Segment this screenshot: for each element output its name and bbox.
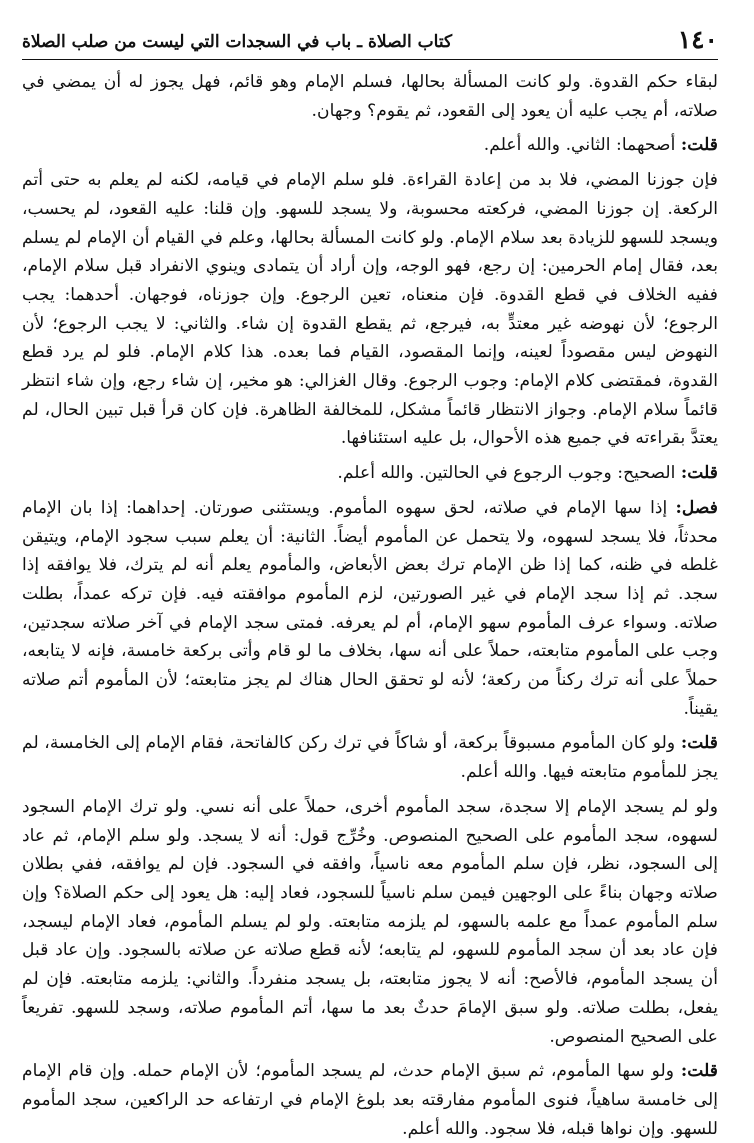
paragraph-3 <box>22 166 718 453</box>
paragraph-5 <box>22 494 718 724</box>
paragraph-text: أصحهما: الثاني. والله أعلم. <box>483 135 676 156</box>
paragraph-1 <box>22 68 718 125</box>
paragraph-2 <box>22 131 718 160</box>
paragraph-text: إذا سها الإمام في صلاته، لحق سهوه المأموم. ويستثنى صورتان. إحداهما: إذا بان الإمام محدثاً، فلا يسجد لسهوه، ولا يتحمل عن المأموم أيضاً. الثانية: أن يعلم سبب سجود الإمام، ويتيقن غلطه في ظنه، كما إذا ظن الإمام ترك بعض الأبعاض، والمأموم يعلم أنه لم يترك، فلا يوافقه إذا سجد. ثم إذا سجد الإمام في غير الصورتين، لزم المأموم موافقته فيه. فإن تركه عمداً، بطلت صلاته. وسواء عرف المأموم سهو الإمام، أم لم يعرفه. فمتى سجد الإمام في آخر صلاته سجدتين، وجب على المأموم متابعته، حملاً على أنه سها، بخلاف ما لو قام وأتى بركعة خامسة، فإنه لا يتابعه، حملاً على أنه ترك ركناً من ركعة؛ لأنه لو تحقق الحال هناك لم يجز متابعته؛ لأن المأموم أتم صلاته يقيناً. <box>22 497 719 719</box>
paragraph-8 <box>22 1057 718 1143</box>
paragraph-text: ولو لم يسجد الإمام إلا سجدة، سجد المأموم أخرى، حملاً على أنه نسي. ولو ترك الإمام السجود لسهوه، سجد المأموم على الصحيح المنصوص. وخُرِّج قول: أنه لا يسجد. ولو سلم الإمام، ثم عاد إلى السجود، نظر، فإن سلم المأموم معه ناسياً، وافقه في السجود. فإن لم يوافقه، ففي بطلان صلاته وجهان بناءً على الوجهين فيمن سلم ناسياً للسجود، فعاد إليه: هل يعود إلى حكم الصلاة؟ وإن سلم المأموم عمداً مع علمه بالسهو، لم يلزمه متابعته. ولو لم يسلم المأموم، فعاد الإمام ليسجد، فإن عاد بعد أن سجد المأموم للسهو، لم يتابعه؛ لأنه قطع صلاته عن صلاته بالسجود. وإن عاد قبل أن يسجد المأموم، فالأصح: أنه لا يجوز متابعته، بل يسجد منفرداً. والثاني: يلزمه متابعته. فإن لم يفعل، بطلت صلاته. ولو سبق الإمامَ حدثٌ بعد ما سها، أتم المأموم صلاته، وسجد للسهو. تفريعاً على الصحيح المنصوص. <box>22 796 718 1047</box>
paragraph-text: الصحيح: وجوب الرجوع في الحالتين. والله أعلم. <box>337 463 676 484</box>
paragraph-7 <box>22 793 718 1051</box>
paragraph-4 <box>22 459 718 488</box>
paragraph-text: ولو سها المأموم، ثم سبق الإمام حدث، لم يسجد المأموم؛ لأن الإمام حمله. وإن قام الإمام إلى خامسة ساهياً، فنوى المأموم مفارقته بعد بلوغ الإمام في ارتفاعه حد الراكعين، سجد المأموم للسهو. وإن نواها قبله، فلا سجود. والله أعلم. <box>22 1061 718 1139</box>
paragraph-text: فإن جوزنا المضي، فلا بد من إعادة القراءة. فلو سلم الإمام في قيامه، لكنه لم يعلم به حتى أتم الركعة. إن جوزنا المضي، فركعته محسوبة، ولا يسجد للسهو. وإن قلنا: عليه القعود، لم يحسب، ويسجد للسهو للزيادة بعد سلام الإمام. ولو كانت المسألة بحالها، وعلم في القيام أن الإمام لم يسلم بعد، فقال إمام الحرمين: إن رجع، فهو الوجه، وإن أراد أن يتمادى وينوي الانفراد قبل سلام الإمام، ففيه الخلاف في قطع القدوة. فإن منعناه، تعين الرجوع. وإن جوزناه، فوجهان. أحدهما: يجب الرجوع؛ لأن نهوضه غير معتدٍّ به، فيرجع، ثم يقطع القدوة إن شاء. والثاني: لا يجب الرجوع؛ لأن النهوض ليس مقصوداً لعينه، وإنما المقصود، القيام فما بعده. هذا كلام الإمام. فلو لم يرد قطع القدوة، فمقتضى كلام الإمام: وجوب الرجوع. وقال الغزالي: هو مخير، إن شاء رجع، وإن شاء انتظر قائماً سلام الإمام. وجواز الانتظار قائماً مشكل، للمخالفة الظاهرة. فإن كان قرأ قبل تبين الحال، لم يعتدَّ بقراءته في جميع هذه الأحوال، بل عليه استئنافها. <box>22 170 718 449</box>
header-rule <box>22 59 718 60</box>
paragraph-text: ولو كان المأموم مسبوقاً بركعة، أو شاكاً في ترك ركن كالفاتحة، فقام الإمام إلى الخامسة، لم يجز للمأموم متابعته فيها. والله أعلم. <box>22 733 718 783</box>
paragraph-6 <box>22 729 718 786</box>
qultu-label: قلت: <box>680 1061 718 1082</box>
qultu-label: قلت: <box>680 463 718 484</box>
running-title: كتاب الصلاة ـ باب في السجدات التي ليست من صلب الصلاة <box>22 32 453 52</box>
page-header <box>22 26 718 54</box>
fasl-label: فصل: <box>675 497 718 518</box>
page-body <box>22 68 718 1143</box>
qultu-label: قلت: <box>680 733 718 754</box>
qultu-label: قلت: <box>680 135 718 156</box>
page-number: ١٤٠ <box>677 25 718 54</box>
paragraph-text: لبقاء حكم القدوة. ولو كانت المسألة بحالها، فسلم الإمام وهو قائم، فهل يجوز له أن يمضي في صلاته، أم يجب عليه أن يعود إلى القعود، ثم يقوم؟ وجهان. <box>22 72 718 121</box>
